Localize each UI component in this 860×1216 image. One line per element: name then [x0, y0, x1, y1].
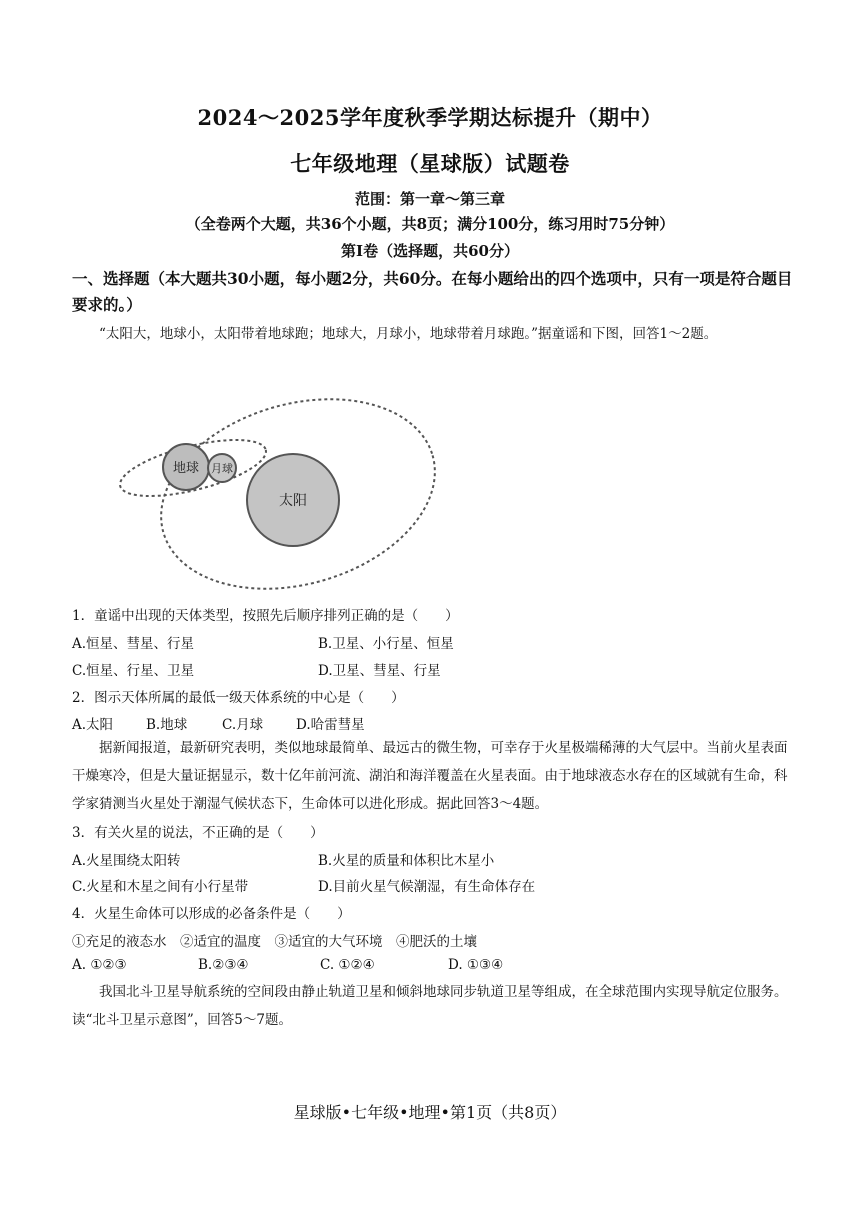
volume-heading: 第Ⅰ卷（选择题，共60分）	[341, 242, 519, 260]
exam-info: （全卷两个大题，共36个小题，共8页；满分100分，练习用时75分钟）	[185, 215, 675, 233]
section-heading: 一、选择题（本大题共30小题，每小题2分，共60分。在每小题给出的四个选项中，只有一项是符合题目要求的。）	[72, 269, 793, 314]
earth-label: 地球	[172, 461, 200, 476]
exam-subtitle: 七年级地理（星球版）试题卷	[290, 151, 570, 176]
question-1-option-c: C.恒星、行星、卫星	[72, 663, 195, 679]
passage-3: 我国北斗卫星导航系统的空间段由静止轨道卫星和倾斜地球同步轨道卫星等组成，在全球范围内实现导航定位服务。读“北斗卫星示意图”，回答5～7题。	[72, 984, 788, 1028]
question-3-option-a: A.火星围绕太阳转	[72, 853, 181, 869]
question-4-option-b: B.②③④	[198, 957, 249, 973]
question-3-option-c: C.火星和木星之间有小行星带	[72, 879, 249, 895]
question-2-option-a: A.太阳	[72, 717, 114, 733]
question-4-option-c: C. ①②④	[320, 957, 375, 973]
question-3-stem: 3．有关火星的说法，不正确的是（ ）	[72, 825, 324, 841]
question-2-stem: 2．图示天体所属的最低一级天体系统的中心是（ ）	[72, 690, 405, 706]
question-4-option-d: D. ①③④	[448, 957, 504, 973]
question-1-stem: 1．童谣中出现的天体类型，按照先后顺序排列正确的是（ ）	[72, 608, 459, 624]
question-1-option-b: B.卫星、小行星、恒星	[318, 636, 454, 652]
sun-label: 太阳	[279, 493, 307, 509]
question-3-option-b: B.火星的质量和体积比木星小	[318, 853, 495, 869]
question-2-option-c: C.月球	[222, 717, 264, 733]
question-3-option-d: D.目前火星气候潮湿，有生命体存在	[318, 879, 536, 895]
earth-moon-sun-figure	[108, 392, 443, 597]
question-1-option-d: D.卫星、彗星、行星	[318, 663, 441, 679]
question-1-option-a: A.恒星、彗星、行星	[72, 636, 195, 652]
page-footer: 星球版•七年级•地理•第1页（共8页）	[293, 1103, 567, 1122]
question-4-stem: 4．火星生命体可以形成的必备条件是（ ）	[72, 906, 351, 922]
question-2-option-b: B.地球	[146, 717, 188, 733]
moon-label: 月球	[211, 462, 233, 475]
question-2-option-d: D.哈雷彗星	[296, 717, 365, 733]
exam-title: 2024～2025学年度秋季学期达标提升（期中）	[197, 105, 663, 130]
exam-scope: 范围：第一章～第三章	[354, 190, 505, 208]
passage-2: 据新闻报道，最新研究表明，类似地球最简单、最远古的微生物，可幸存于火星极端稀薄的大气层中。当前火星表面干燥寒冷，但是大量证据显示，数十亿年前河流、湖泊和海洋覆盖在火星表面。由于地球液态水存在的区域就有生命，科学家猜测当火星处于潮湿气候状态下，生命体可以进化形成。据此回答3～4题。	[72, 740, 788, 812]
question-4-conditions: ①充足的液态水 ②适宜的温度 ③适宜的大气环境 ④肥沃的土壤	[72, 934, 477, 950]
passage-1: “太阳大，地球小，太阳带着地球跑；地球大，月球小，地球带着月球跑。”据童谣和下图，回答1～2题。	[99, 326, 718, 342]
question-4-option-a: A. ①②③	[72, 957, 127, 973]
